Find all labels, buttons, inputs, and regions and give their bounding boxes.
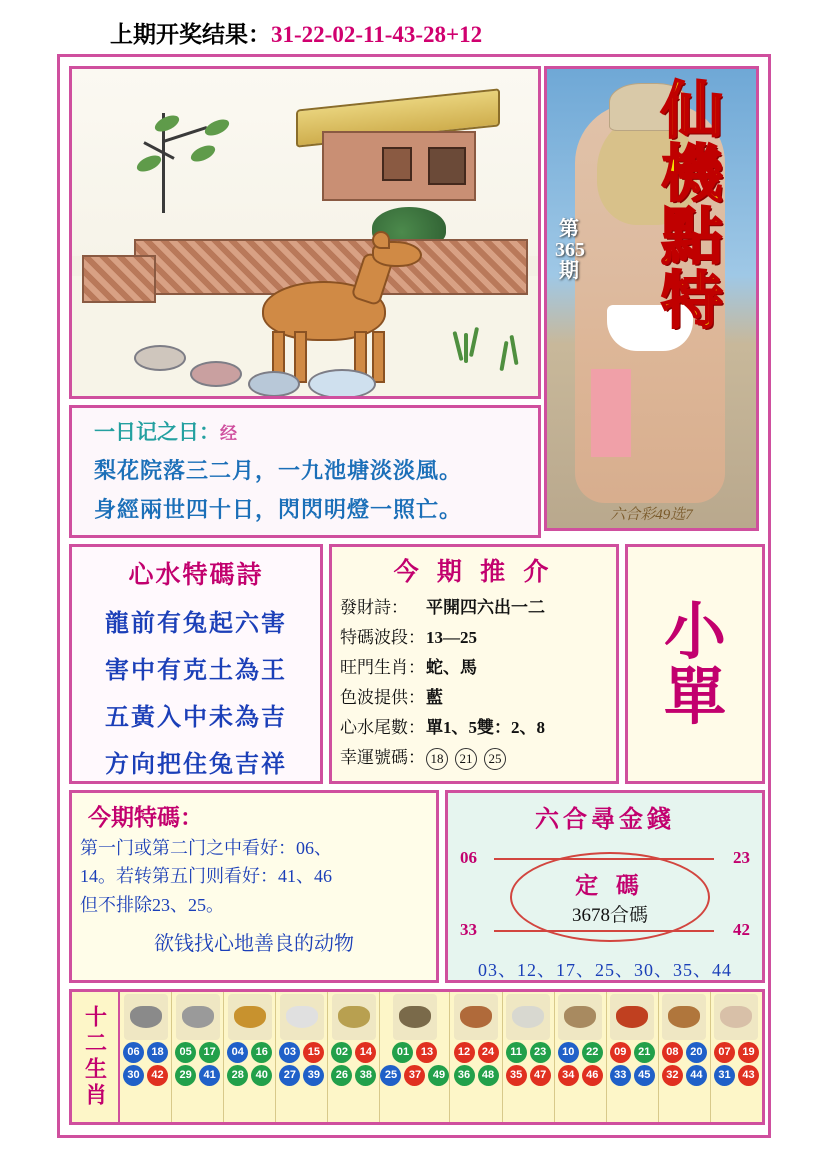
deer-leg-icon bbox=[294, 331, 307, 383]
zodiac-number-row bbox=[331, 1042, 376, 1063]
zodiac-number-ball: 27 bbox=[279, 1065, 300, 1086]
zodiac-number-row bbox=[558, 1065, 603, 1086]
stone-icon bbox=[308, 369, 376, 399]
zodiac-strip bbox=[69, 989, 765, 1125]
zodiac-number-ball: 26 bbox=[331, 1065, 352, 1086]
zodiac-number-row bbox=[610, 1065, 655, 1086]
zodiac-number-group bbox=[610, 1042, 655, 1086]
house-window-icon bbox=[428, 147, 466, 185]
recommendation-label: 特碼波段： bbox=[340, 628, 425, 647]
ding-ma-title: 定 碼 bbox=[575, 873, 645, 898]
zodiac-number-ball: 15 bbox=[303, 1042, 324, 1063]
poem-line-3: 身經兩世四十日，閃閃明燈一照亡。 bbox=[94, 497, 463, 522]
zodiac-number-ball: 20 bbox=[686, 1042, 707, 1063]
special-code-line: 但不排除23、25。 bbox=[80, 894, 224, 915]
zodiac-number-ball: 08 bbox=[662, 1042, 683, 1063]
zodiac-cell bbox=[555, 992, 607, 1122]
zodiac-cell bbox=[503, 992, 555, 1122]
recommendation-label: 發財詩： bbox=[340, 598, 408, 617]
recommendation-row bbox=[340, 713, 616, 738]
zodiac-animal-icon bbox=[558, 994, 602, 1040]
recommendation-value: 單1、5雙：2、8 bbox=[426, 718, 545, 737]
zodiac-number-row bbox=[662, 1065, 707, 1086]
recommendation-title: 今 期 推 介 bbox=[393, 559, 555, 586]
zodiac-number-row bbox=[331, 1065, 376, 1086]
poster-footer-text: 六合彩49选7 bbox=[610, 507, 693, 523]
lucky-numbers-label: 幸運號碼： bbox=[340, 748, 425, 767]
poem-line-1-text: 一日记之日： bbox=[94, 420, 220, 444]
zodiac-cell bbox=[607, 992, 659, 1122]
zodiac-number-ball: 22 bbox=[582, 1042, 603, 1063]
zodiac-number-ball: 45 bbox=[634, 1065, 655, 1086]
zodiac-number-ball: 25 bbox=[380, 1065, 401, 1086]
special-code-panel bbox=[69, 790, 439, 983]
zodiac-animal-icon bbox=[280, 994, 324, 1040]
deer-leg-icon bbox=[372, 331, 385, 383]
lucky-number-ball: 18 bbox=[426, 748, 448, 770]
zodiac-cell bbox=[711, 992, 762, 1122]
recommendation-label: 旺門生肖： bbox=[340, 658, 425, 677]
zodiac-number-group bbox=[123, 1042, 168, 1086]
zodiac-number-row bbox=[610, 1042, 655, 1063]
zodiac-number-ball: 13 bbox=[416, 1042, 437, 1063]
xinshui-title: 心水特碼詩 bbox=[128, 562, 264, 589]
recommendation-row bbox=[340, 683, 616, 708]
zodiac-number-row bbox=[227, 1042, 272, 1063]
branch-icon bbox=[132, 113, 242, 223]
zodiac-number-row bbox=[123, 1042, 168, 1063]
poster-title: 仙機點特 bbox=[660, 74, 723, 337]
house-door-icon bbox=[382, 147, 412, 181]
recommendation-row bbox=[340, 623, 616, 648]
stone-icon bbox=[190, 361, 242, 387]
zodiac-number-ball: 38 bbox=[355, 1065, 376, 1086]
zodiac-number-group bbox=[558, 1042, 603, 1086]
lucky-number-ball: 25 bbox=[484, 748, 506, 770]
money-finder-panel bbox=[445, 790, 765, 983]
xinshui-line: 方向把住兔吉祥 bbox=[105, 752, 287, 778]
zodiac-number-ball: 10 bbox=[558, 1042, 579, 1063]
zodiac-animal-icon bbox=[610, 994, 654, 1040]
zodiac-animal-icon bbox=[124, 994, 168, 1040]
recommendation-value: 藍 bbox=[426, 688, 443, 707]
zodiac-cell bbox=[276, 992, 328, 1122]
ding-ma-value: 3678合碼 bbox=[571, 905, 648, 926]
zodiac-number-ball: 39 bbox=[303, 1065, 324, 1086]
stone-icon bbox=[134, 345, 186, 371]
zodiac-number-ball: 35 bbox=[506, 1065, 527, 1086]
zodiac-cell bbox=[224, 992, 276, 1122]
zodiac-number-ball: 48 bbox=[478, 1065, 499, 1086]
zodiac-number-group bbox=[662, 1042, 707, 1086]
recommendation-row bbox=[340, 593, 616, 618]
zodiac-number-row bbox=[392, 1042, 437, 1063]
zodiac-number-ball: 16 bbox=[251, 1042, 272, 1063]
zodiac-number-ball: 41 bbox=[199, 1065, 220, 1086]
zodiac-number-ball: 31 bbox=[714, 1065, 735, 1086]
money-finder-title: 六合尋金錢 bbox=[535, 807, 675, 833]
zodiac-number-ball: 43 bbox=[738, 1065, 759, 1086]
censor-bar bbox=[591, 369, 631, 457]
xinshui-line: 龍前有兔起六害 bbox=[105, 611, 287, 637]
special-code-line: 第一门或第二门之中看好：06、 bbox=[80, 838, 332, 858]
special-code-riddle: 欲钱找心地善良的动物 bbox=[154, 932, 354, 955]
zodiac-number-row bbox=[175, 1042, 220, 1063]
zodiac-number-ball: 42 bbox=[147, 1065, 168, 1086]
zodiac-number-ball: 17 bbox=[199, 1042, 220, 1063]
recommendation-value: 平開四六出一二 bbox=[426, 598, 545, 617]
zodiac-number-ball: 30 bbox=[123, 1065, 144, 1086]
zodiac-number-ball: 09 bbox=[610, 1042, 631, 1063]
zodiac-number-ball: 18 bbox=[147, 1042, 168, 1063]
previous-draw-header bbox=[110, 16, 482, 49]
zodiac-number-row bbox=[714, 1042, 759, 1063]
zodiac-number-ball: 19 bbox=[738, 1042, 759, 1063]
zodiac-number-ball: 40 bbox=[251, 1065, 272, 1086]
zodiac-number-ball: 06 bbox=[123, 1042, 144, 1063]
zodiac-number-group bbox=[175, 1042, 220, 1086]
zodiac-animal-icon bbox=[506, 994, 550, 1040]
recommendation-label: 心水尾數： bbox=[340, 718, 425, 737]
zodiac-number-ball: 47 bbox=[530, 1065, 551, 1086]
money-finder-numbers: 03、12、17、25、30、35、44 bbox=[478, 960, 732, 980]
zodiac-items bbox=[120, 992, 762, 1122]
illustration-panel bbox=[69, 66, 541, 399]
zodiac-cell bbox=[659, 992, 711, 1122]
zodiac-number-row bbox=[662, 1042, 707, 1063]
recommendation-row bbox=[340, 653, 616, 678]
zodiac-animal-icon bbox=[176, 994, 220, 1040]
zodiac-number-ball: 34 bbox=[558, 1065, 579, 1086]
special-code-title: 今期特碼： bbox=[88, 805, 203, 830]
zodiac-number-ball: 37 bbox=[404, 1065, 425, 1086]
zodiac-number-row bbox=[714, 1065, 759, 1086]
zodiac-animal-icon bbox=[393, 994, 437, 1040]
zodiac-cell bbox=[328, 992, 380, 1122]
xinshui-line: 五黃入中未為吉 bbox=[105, 705, 287, 731]
special-code-line: 14。若转第五门则看好：41、46 bbox=[80, 866, 332, 887]
zodiac-number-row bbox=[123, 1065, 168, 1086]
zodiac-number-group bbox=[380, 1042, 449, 1086]
zodiac-number-group bbox=[454, 1042, 499, 1086]
zodiac-number-row bbox=[380, 1065, 449, 1086]
zodiac-number-ball: 11 bbox=[506, 1042, 527, 1063]
zodiac-strip-label: 十二生肖 bbox=[72, 992, 120, 1122]
zodiac-number-ball: 14 bbox=[355, 1042, 376, 1063]
zodiac-cell bbox=[120, 992, 172, 1122]
zodiac-number-row bbox=[454, 1042, 499, 1063]
zodiac-animal-icon bbox=[332, 994, 376, 1040]
recommendation-panel bbox=[329, 544, 619, 784]
illustration-canvas bbox=[72, 69, 538, 396]
previous-draw-label: 上期开奖结果： bbox=[110, 22, 271, 47]
zodiac-animal-icon bbox=[714, 994, 758, 1040]
zodiac-number-group bbox=[227, 1042, 272, 1086]
zodiac-number-ball: 02 bbox=[331, 1042, 352, 1063]
recommendation-label: 色波提供： bbox=[340, 688, 425, 707]
zodiac-number-ball: 23 bbox=[530, 1042, 551, 1063]
xinshui-poem-panel bbox=[69, 544, 323, 784]
poster-issue-number: 第365期 bbox=[555, 218, 585, 282]
corner-number-top-left: 06 bbox=[460, 848, 477, 867]
zodiac-number-ball: 03 bbox=[279, 1042, 300, 1063]
xinshui-line: 害中有克土為王 bbox=[105, 658, 287, 684]
zodiac-cell bbox=[450, 992, 502, 1122]
zodiac-number-ball: 05 bbox=[175, 1042, 196, 1063]
zodiac-number-ball: 32 bbox=[662, 1065, 683, 1086]
zodiac-number-row bbox=[279, 1042, 324, 1063]
zodiac-number-ball: 04 bbox=[227, 1042, 248, 1063]
fence-left-icon bbox=[82, 255, 156, 303]
zodiac-cell bbox=[172, 992, 224, 1122]
zodiac-number-ball: 29 bbox=[175, 1065, 196, 1086]
big-word-top: 小 bbox=[663, 594, 726, 668]
zodiac-animal-icon bbox=[454, 994, 498, 1040]
big-word-panel bbox=[625, 544, 765, 784]
ding-ma-ellipse bbox=[510, 852, 710, 942]
corner-number-top-right: 23 bbox=[733, 848, 750, 867]
zodiac-number-group bbox=[279, 1042, 324, 1086]
zodiac-number-row bbox=[227, 1065, 272, 1086]
zodiac-number-row bbox=[506, 1065, 551, 1086]
deer-ear-icon bbox=[372, 231, 390, 249]
poem-line-1-tail: 经 bbox=[220, 424, 237, 443]
zodiac-number-ball: 33 bbox=[610, 1065, 631, 1086]
zodiac-number-ball: 28 bbox=[227, 1065, 248, 1086]
poem-line-1 bbox=[94, 416, 528, 446]
zodiac-number-group bbox=[331, 1042, 376, 1086]
zodiac-number-ball: 49 bbox=[428, 1065, 449, 1086]
recommendation-value: 蛇、馬 bbox=[426, 658, 477, 677]
zodiac-number-ball: 21 bbox=[634, 1042, 655, 1063]
zodiac-animal-icon bbox=[662, 994, 706, 1040]
zodiac-number-ball: 36 bbox=[454, 1065, 475, 1086]
big-word-bottom: 單 bbox=[663, 660, 726, 733]
lucky-numbers-row bbox=[340, 743, 616, 770]
corner-number-bottom-right: 42 bbox=[733, 920, 750, 939]
zodiac-cell bbox=[380, 992, 450, 1122]
zodiac-number-row bbox=[558, 1042, 603, 1063]
zodiac-animal-icon bbox=[228, 994, 272, 1040]
zodiac-number-ball: 44 bbox=[686, 1065, 707, 1086]
poster-frame bbox=[57, 54, 771, 1138]
zodiac-number-ball: 24 bbox=[478, 1042, 499, 1063]
lucky-number-ball: 21 bbox=[455, 748, 477, 770]
zodiac-number-row bbox=[506, 1042, 551, 1063]
recommendation-value: 13—25 bbox=[426, 628, 477, 647]
poem-panel bbox=[69, 405, 541, 538]
zodiac-number-row bbox=[454, 1065, 499, 1086]
money-finder-grid bbox=[450, 834, 760, 954]
zodiac-number-ball: 12 bbox=[454, 1042, 475, 1063]
zodiac-number-ball: 01 bbox=[392, 1042, 413, 1063]
poem-line-2: 梨花院落三二月，一九池塘淡淡風。 bbox=[94, 458, 463, 483]
zodiac-number-row bbox=[175, 1065, 220, 1086]
zodiac-number-group bbox=[506, 1042, 551, 1086]
cover-poster-panel bbox=[544, 66, 759, 531]
stone-icon bbox=[248, 371, 300, 397]
zodiac-number-ball: 07 bbox=[714, 1042, 735, 1063]
corner-number-bottom-left: 33 bbox=[460, 920, 477, 939]
zodiac-number-ball: 46 bbox=[582, 1065, 603, 1086]
zodiac-number-row bbox=[279, 1065, 324, 1086]
zodiac-number-group bbox=[714, 1042, 759, 1086]
previous-draw-result: 31-22-02-11-43-28+12 bbox=[271, 22, 483, 47]
